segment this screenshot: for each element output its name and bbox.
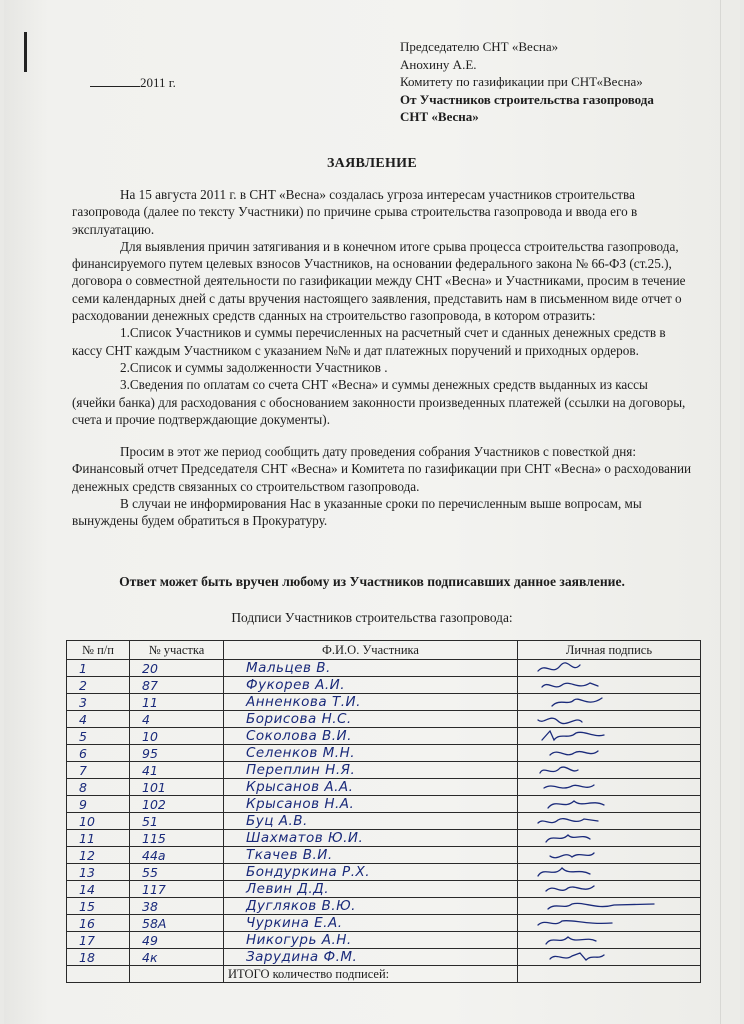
table-row [67, 898, 701, 915]
table-total-row [67, 966, 701, 983]
answer-note: Ответ может быть вручен любому из Участников подписавших данное заявление. [119, 574, 625, 589]
row-plot-number: 87 [130, 677, 224, 694]
col-header-plot: № участка [130, 641, 224, 660]
handwritten-signature-icon [518, 881, 698, 898]
document-body [72, 186, 692, 530]
row-plot-number: 58А [130, 915, 224, 932]
document-page [4, 0, 740, 1024]
row-number: 15 [67, 898, 130, 915]
row-plot-number: 102 [130, 796, 224, 813]
total-empty-cell [130, 966, 224, 983]
handwritten-signature-icon [518, 728, 698, 745]
handwritten-signature-icon [518, 779, 698, 796]
row-number: 3 [67, 694, 130, 711]
row-number: 18 [67, 949, 130, 966]
row-signature [518, 779, 701, 796]
handwritten-signature-icon [518, 677, 698, 694]
table-row [67, 864, 701, 881]
row-plot-number: 4 [130, 711, 224, 728]
addressee-block [400, 38, 654, 126]
row-signature [518, 847, 701, 864]
recipient-line: Анохину А.Е. [400, 56, 477, 72]
row-participant-name: Анненкова Т.И. [224, 694, 518, 711]
page-edge-shadow [720, 0, 721, 1024]
handwritten-signature-icon [518, 711, 698, 728]
row-signature [518, 728, 701, 745]
recipient-line: Председателю СНТ «Весна» [400, 39, 559, 54]
row-number: 6 [67, 745, 130, 762]
row-participant-name: Шахматов Ю.И. [224, 830, 518, 847]
row-participant-name: Крысанов Н.А. [224, 796, 518, 813]
row-plot-number: 4к [130, 949, 224, 966]
table-row [67, 660, 701, 677]
row-number: 1 [67, 660, 130, 677]
row-number: 12 [67, 847, 130, 864]
row-participant-name: Ткачев В.И. [224, 847, 518, 864]
handwritten-signature-icon [518, 660, 698, 677]
row-number: 7 [67, 762, 130, 779]
handwritten-signature-icon [518, 864, 698, 881]
table-row [67, 711, 701, 728]
date-blank [90, 74, 140, 87]
row-signature [518, 796, 701, 813]
total-empty-cell [67, 966, 130, 983]
table-row [67, 762, 701, 779]
row-participant-name: Буц А.В. [224, 813, 518, 830]
row-participant-name: Фукорев А.И. [224, 677, 518, 694]
handwritten-signature-icon [518, 915, 698, 932]
table-header-row [67, 641, 701, 660]
row-signature [518, 830, 701, 847]
row-number: 8 [67, 779, 130, 796]
row-signature [518, 881, 701, 898]
row-participant-name: Крысанов А.А. [224, 779, 518, 796]
handwritten-signature-icon [518, 796, 698, 813]
col-header-name: Ф.И.О. Участника [224, 641, 518, 660]
row-participant-name: Чуркина Е.А. [224, 915, 518, 932]
row-plot-number: 101 [130, 779, 224, 796]
row-plot-number: 41 [130, 762, 224, 779]
margin-pen-mark [24, 32, 27, 72]
table-row [67, 830, 701, 847]
list-item-2: 2.Список и суммы задолженности Участников . [120, 359, 388, 375]
row-participant-name: Борисова Н.С. [224, 711, 518, 728]
row-number: 14 [67, 881, 130, 898]
sender-line: СНТ «Весна» [400, 109, 479, 124]
row-participant-name: Зарудина Ф.М. [224, 949, 518, 966]
row-signature [518, 711, 701, 728]
row-number: 4 [67, 711, 130, 728]
row-signature [518, 745, 701, 762]
row-plot-number: 95 [130, 745, 224, 762]
table-row [67, 847, 701, 864]
row-plot-number: 11 [130, 694, 224, 711]
date-suffix: 2011 г. [140, 75, 176, 90]
row-participant-name: Никогурь А.Н. [224, 932, 518, 949]
row-plot-number: 20 [130, 660, 224, 677]
row-signature [518, 932, 701, 949]
document-title: ЗАЯВЛЕНИЕ [326, 156, 417, 171]
signatures-table [66, 640, 701, 983]
table-row [67, 728, 701, 745]
handwritten-signature-icon [518, 932, 698, 949]
row-participant-name: Бондуркина Р.Х. [224, 864, 518, 881]
handwritten-signature-icon [518, 745, 698, 762]
table-row [67, 745, 701, 762]
row-participant-name: Соколова В.И. [224, 728, 518, 745]
handwritten-signature-icon [518, 847, 698, 864]
table-row [67, 949, 701, 966]
row-plot-number: 117 [130, 881, 224, 898]
row-signature [518, 762, 701, 779]
handwritten-signature-icon [518, 949, 698, 966]
list-item-1: 1.Список Участников и суммы перечисленных на расчетный счет и сданных денежных средств в кассу СНТ каждым Участником с указанием №№ и дат платежных поручений и приходных ордеров. [72, 325, 666, 358]
paragraph-threat: На 15 августа 2011 г. в СНТ «Весна» создалась угроза интересам участников строительства газопровода (далее по тексту Участники) по причине срыва строительства газопровода и ввода его в эксплуатацию. [72, 187, 638, 237]
row-signature [518, 813, 701, 830]
row-plot-number: 51 [130, 813, 224, 830]
total-signatures-label: ИТОГО количество подписей: [224, 966, 518, 983]
row-plot-number: 49 [130, 932, 224, 949]
handwritten-signature-icon [518, 813, 698, 830]
paragraph-prosecutor: В случаи не информирования Нас в указанные сроки по перечисленным выше вопросам, мы вынуждены будем обратиться в Прокуратуру. [72, 496, 642, 529]
row-signature [518, 660, 701, 677]
total-count-cell [518, 966, 701, 983]
row-plot-number: 55 [130, 864, 224, 881]
paragraph-request: Для выявления причин затягивания и в конечном итоге срыва процесса строительства газопровода, финансируемого путем целевых взносов Участников, на основании федерального закона № 66-ФЗ (ст.25.), договора о совместной деятельности по газификации между СНТ «Весна» и Участниками, просим в течение семи календарных дней с даты вручения настоящего заявления, представить нам в письменном виде отчет о расходовании денежных средств сданных на строительство газопровода, в котором отразить: [72, 238, 686, 324]
row-number: 9 [67, 796, 130, 813]
row-number: 2 [67, 677, 130, 694]
row-participant-name: Левин Д.Д. [224, 881, 518, 898]
row-participant-name: Мальцев В. [224, 660, 518, 677]
row-participant-name: Селенков М.Н. [224, 745, 518, 762]
sender-line: От Участников строительства газопровода [400, 91, 654, 107]
table-row [67, 813, 701, 830]
recipient-line: Комитету по газификации при СНТ«Весна» [400, 74, 643, 89]
table-row [67, 932, 701, 949]
row-plot-number: 44а [130, 847, 224, 864]
date-line [90, 74, 176, 91]
handwritten-signature-icon [518, 830, 698, 847]
handwritten-signature-icon [518, 898, 698, 915]
row-signature [518, 898, 701, 915]
row-signature [518, 864, 701, 881]
row-number: 11 [67, 830, 130, 847]
row-signature [518, 915, 701, 932]
row-number: 13 [67, 864, 130, 881]
row-signature [518, 694, 701, 711]
table-row [67, 881, 701, 898]
table-row [67, 779, 701, 796]
list-item-3: 3.Сведения по оплатам со счета СНТ «Весна» и суммы денежных средств выданных из кассы (ячейки банка) для расходования с обоснованием законности произведенных платежей (ссылки на договоры, счета и прочие подтверждающие документы). [72, 377, 686, 427]
col-header-signature: Личная подпись [518, 641, 701, 660]
handwritten-signature-icon [518, 694, 698, 711]
col-header-number: № п/п [67, 641, 130, 660]
row-participant-name: Дугляков В.Ю. [224, 898, 518, 915]
table-row [67, 694, 701, 711]
table-row [67, 915, 701, 932]
table-row [67, 796, 701, 813]
table-row [67, 677, 701, 694]
row-signature [518, 677, 701, 694]
row-number: 5 [67, 728, 130, 745]
paragraph-meeting: Просим в этот же период сообщить дату проведения собрания Участников с повесткой дня: Финансовый отчет Председателя СНТ «Весна» и Комитета по газификации при СНТ «Весна» о расходовании денежных средств связанных со строительством газопровода. [72, 444, 692, 494]
handwritten-signature-icon [518, 762, 698, 779]
signatures-table-body [67, 660, 701, 983]
row-participant-name: Переплин Н.Я. [224, 762, 518, 779]
row-number: 10 [67, 813, 130, 830]
row-number: 17 [67, 932, 130, 949]
row-signature [518, 949, 701, 966]
row-number: 16 [67, 915, 130, 932]
signatures-heading: Подписи Участников строительства газопровода: [231, 610, 513, 625]
row-plot-number: 10 [130, 728, 224, 745]
row-plot-number: 38 [130, 898, 224, 915]
row-plot-number: 115 [130, 830, 224, 847]
